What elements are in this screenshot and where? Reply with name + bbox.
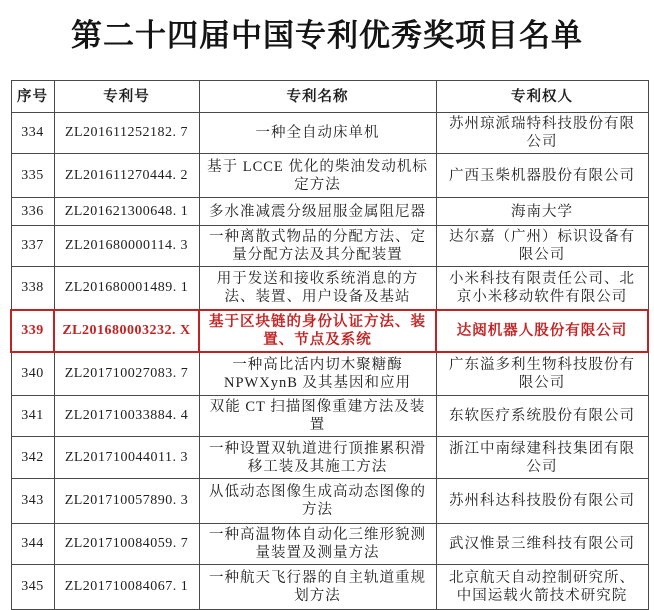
cell-patent-number: ZL201680001489. 1: [54, 267, 199, 310]
cell-patent-number: ZL201710084067. 1: [54, 565, 199, 610]
cell-serial: 339: [11, 310, 54, 352]
table-row: [11, 437, 648, 479]
cell-patent-owner: 广东溢多利生物科技股份有限公司: [436, 352, 648, 396]
cell-patent-name: 从低动态图像生成高动态图像的方法: [199, 479, 436, 524]
cell-patent-name: 一种航天飞行器的自主轨道重规划方法: [199, 565, 436, 610]
cell-serial: 340: [11, 352, 54, 396]
cell-patent-owner: 武汉惟景三维科技有限公司: [436, 524, 648, 565]
table-row-highlighted: [11, 310, 648, 352]
cell-patent-name: 一种高温物体自动化三维形貌测量装置及测量方法: [199, 524, 436, 565]
cell-patent-number: ZL201710033884. 4: [54, 396, 199, 437]
cell-patent-number: ZL201680003232. X: [54, 310, 199, 352]
cell-serial: 336: [11, 198, 54, 226]
cell-patent-owner: 北京航天自动控制研究所、中国运载火箭技术研究院: [436, 565, 648, 610]
cell-patent-owner: 苏州科达科技股份有限公司: [436, 479, 648, 524]
cell-patent-number: ZL201710057890. 3: [54, 479, 199, 524]
cell-patent-number: ZL201680000114. 3: [54, 226, 199, 267]
cell-serial: 337: [11, 226, 54, 267]
table-row: [11, 352, 648, 396]
cell-serial: 343: [11, 479, 54, 524]
cell-patent-number: ZL201710027083. 7: [54, 352, 199, 396]
cell-patent-name: 用于发送和接收系统消息的方法、装置、用户设备及基站: [199, 267, 436, 310]
cell-serial: 341: [11, 396, 54, 437]
cell-serial: 335: [11, 154, 54, 198]
cell-patent-number: ZL201710084059. 7: [54, 524, 199, 565]
cell-serial: 342: [11, 437, 54, 479]
table-row: [11, 198, 648, 226]
cell-serial: 345: [11, 565, 54, 610]
cell-patent-name: 多水准减震分级屈服金属阻尼器: [199, 198, 436, 226]
table-row: [11, 226, 648, 267]
cell-patent-number: ZL201621300648. 1: [54, 198, 199, 226]
cell-patent-owner: 小米科技有限责任公司、北京小米移动软件有限公司: [436, 267, 648, 310]
table-row: [11, 154, 648, 198]
table-row: [11, 524, 648, 565]
table-row: [11, 479, 648, 524]
cell-patent-number: ZL201611252182. 7: [54, 113, 199, 154]
patent-table: [10, 80, 649, 610]
cell-patent-owner: 广西玉柴机器股份有限公司: [436, 154, 648, 198]
col-header-patent-name: 专利名称: [199, 81, 436, 113]
cell-patent-owner: 浙江中南绿建科技集团有限公司: [436, 437, 648, 479]
cell-serial: 338: [11, 267, 54, 310]
page-title: 第二十四届中国专利优秀奖项目名单: [71, 18, 583, 53]
cell-serial: 334: [11, 113, 54, 154]
col-header-patent-owner: 专利权人: [436, 81, 648, 113]
cell-patent-name: 一种离散式物品的分配方法、定量分配方法及其分配装置: [199, 226, 436, 267]
cell-patent-owner: 达尔嘉（广州）标识设备有限公司: [436, 226, 648, 267]
cell-patent-name: 一种高比活内切木聚糖酶 NPWXynB 及其基因和应用: [199, 352, 436, 396]
cell-patent-name: 基于区块链的身份认证方法、装置、节点及系统: [199, 310, 436, 352]
cell-patent-owner: 东软医疗系统股份有限公司: [436, 396, 648, 437]
header-row: [11, 81, 648, 113]
table-row: [11, 267, 648, 310]
cell-patent-name: 基于 LCCE 优化的柴油发动机标定方法: [199, 154, 436, 198]
cell-patent-name: 一种全自动床单机: [199, 113, 436, 154]
col-header-patent-number: 专利号: [54, 81, 199, 113]
cell-patent-number: ZL201710044011. 3: [54, 437, 199, 479]
table-row: [11, 396, 648, 437]
col-header-serial: 序号: [11, 81, 54, 113]
cell-patent-name: 一种设置双轨道进行顶推累积滑移工装及其施工方法: [199, 437, 436, 479]
table-row: [11, 565, 648, 610]
cell-patent-owner: 达闼机器人股份有限公司: [436, 310, 648, 352]
table-row: [11, 113, 648, 154]
cell-patent-number: ZL201611270444. 2: [54, 154, 199, 198]
cell-patent-owner: 苏州琼派瑞特科技股份有限公司: [436, 113, 648, 154]
cell-patent-name: 双能 CT 扫描图像重建方法及装置: [199, 396, 436, 437]
cell-patent-owner: 海南大学: [436, 198, 648, 226]
cell-serial: 344: [11, 524, 54, 565]
